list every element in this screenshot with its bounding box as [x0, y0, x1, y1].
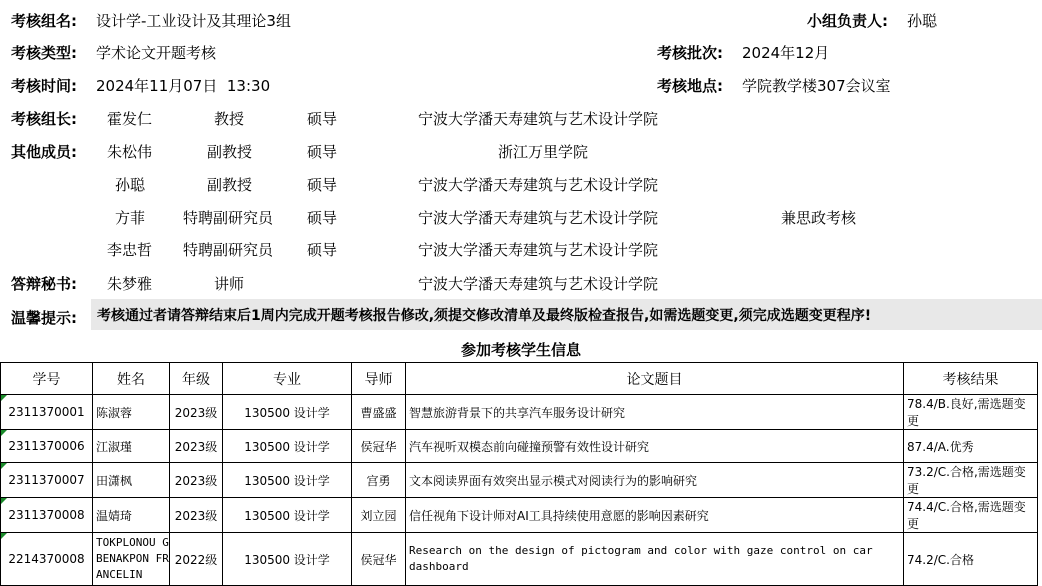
- cell-advisor: 侯冠华: [352, 430, 406, 463]
- cell-result: 87.4/A.优秀: [904, 430, 1038, 463]
- cell-result: 78.4/B.良好,需选题变更: [904, 395, 1038, 430]
- table-header-row: [1, 363, 1038, 395]
- member-org: 宁波大学潘天寿建筑与艺术设计学院: [418, 110, 659, 128]
- cell-major: 130500 设计学: [223, 430, 352, 463]
- member-title: 特聘副研究员: [183, 209, 274, 227]
- secretary-label: 答辩秘书:: [11, 275, 77, 293]
- time-value: 2024年11月07日 13:30: [96, 77, 271, 95]
- notice-text: 考核通过者请答辩结束后1周内完成开题考核报告修改,须提交修改清单及最终版检查报告,如需选题变更,须完成选题变更程序!: [97, 308, 872, 324]
- col-header-grade: 年级: [170, 363, 223, 395]
- group-name-label: 考核组名:: [11, 12, 77, 30]
- member-org: 宁波大学潘天寿建筑与艺术设计学院: [418, 275, 659, 293]
- table-row: [1, 395, 1038, 430]
- member-title: 副教授: [207, 176, 253, 194]
- comment-marker-icon: [1, 395, 7, 401]
- member-role: 硕导: [307, 143, 338, 161]
- cell-grade: 2023级: [170, 430, 223, 463]
- cell-advisor: 侯冠华: [352, 533, 406, 586]
- member-name: 孙聪: [115, 176, 146, 194]
- table-row: [1, 430, 1038, 463]
- cell-grade: 2022级: [170, 533, 223, 586]
- table-row: [1, 533, 1038, 586]
- cell-name: TOKPLONOU GBENAKPON FRANCELIN: [93, 533, 170, 586]
- member-title: 副教授: [207, 143, 253, 161]
- member-title: 特聘副研究员: [183, 241, 274, 259]
- member-name: 朱梦雅: [107, 275, 153, 293]
- member-name: 朱松伟: [107, 143, 153, 161]
- comment-marker-icon: [1, 533, 7, 539]
- cell-grade: 2023级: [170, 498, 223, 533]
- type-value: 学术论文开题考核: [96, 44, 217, 62]
- cell-advisor: 刘立园: [352, 498, 406, 533]
- col-header-result: 考核结果: [904, 363, 1038, 395]
- comment-marker-icon: [1, 498, 7, 504]
- cell-id: 2311370007: [1, 463, 93, 498]
- member-org: 宁波大学潘天寿建筑与艺术设计学院: [418, 209, 659, 227]
- col-header-major: 专业: [223, 363, 352, 395]
- cell-id: 2311370006: [1, 430, 93, 463]
- cell-advisor: 宫勇: [352, 463, 406, 498]
- notice-box: [91, 299, 1042, 330]
- place-label: 考核地点:: [657, 77, 723, 95]
- col-header-name: 姓名: [93, 363, 170, 395]
- table-row: [1, 463, 1038, 498]
- member-org: 浙江万里学院: [498, 143, 589, 161]
- member-title: 讲师: [214, 275, 245, 293]
- cell-result: 73.2/C.合格,需选题变更: [904, 463, 1038, 498]
- cell-id: 2311370001: [1, 395, 93, 430]
- cell-id: 2214370008: [1, 533, 93, 586]
- group-name-value: 设计学-工业设计及其理论3组: [96, 12, 291, 30]
- member-name: 李忠哲: [107, 241, 153, 259]
- member-title: 教授: [214, 110, 245, 128]
- cell-topic: 文本阅读界面有效突出显示模式对阅读行为的影响研究: [406, 463, 904, 498]
- head-label: 考核组长:: [11, 110, 77, 128]
- cell-name: 陈淑蓉: [93, 395, 170, 430]
- col-header-topic: 论文题目: [406, 363, 904, 395]
- member-role: 硕导: [307, 176, 338, 194]
- cell-name: 田潇枫: [93, 463, 170, 498]
- comment-marker-icon: [1, 463, 7, 469]
- cell-topic: Research on the design of pictogram and color with gaze control on car dashboard: [406, 533, 904, 586]
- cell-name: 江淑瑾: [93, 430, 170, 463]
- member-role: 硕导: [307, 209, 338, 227]
- leader-label: 小组负责人:: [807, 12, 888, 30]
- cell-topic: 信任视角下设计师对AI工具持续使用意愿的影响因素研究: [406, 498, 904, 533]
- batch-value: 2024年12月: [742, 44, 830, 62]
- notice-label: 温馨提示:: [11, 309, 77, 327]
- cell-id: 2311370008: [1, 498, 93, 533]
- table-row: [1, 498, 1038, 533]
- cell-major: 130500 设计学: [223, 463, 352, 498]
- time-label: 考核时间:: [11, 77, 77, 95]
- student-table-title: 参加考核学生信息: [460, 341, 581, 359]
- member-org: 宁波大学潘天寿建筑与艺术设计学院: [418, 176, 659, 194]
- member-name: 方菲: [115, 209, 146, 227]
- member-role: 硕导: [307, 241, 338, 259]
- batch-label: 考核批次:: [657, 44, 723, 62]
- cell-result: 74.2/C.合格: [904, 533, 1038, 586]
- cell-advisor: 曹盛盛: [352, 395, 406, 430]
- cell-grade: 2023级: [170, 395, 223, 430]
- col-header-id: 学号: [1, 363, 93, 395]
- leader-value: 孙聪: [907, 12, 938, 30]
- col-header-advisor: 导师: [352, 363, 406, 395]
- place-value: 学院教学楼307会议室: [742, 77, 891, 95]
- member-org: 宁波大学潘天寿建筑与艺术设计学院: [418, 241, 659, 259]
- cell-major: 130500 设计学: [223, 498, 352, 533]
- cell-topic: 汽车视听双模态前向碰撞预警有效性设计研究: [406, 430, 904, 463]
- other-members-label: 其他成员:: [11, 143, 77, 161]
- cell-grade: 2023级: [170, 463, 223, 498]
- cell-major: 130500 设计学: [223, 533, 352, 586]
- cell-result: 74.4/C.合格,需选题变更: [904, 498, 1038, 533]
- member-note: 兼思政考核: [781, 209, 857, 227]
- cell-major: 130500 设计学: [223, 395, 352, 430]
- student-table: [0, 362, 1038, 586]
- cell-topic: 智慧旅游背景下的共享汽车服务设计研究: [406, 395, 904, 430]
- comment-marker-icon: [1, 430, 7, 436]
- type-label: 考核类型:: [11, 44, 77, 62]
- member-name: 霍发仁: [107, 110, 153, 128]
- member-role: 硕导: [307, 110, 338, 128]
- cell-name: 温婧琦: [93, 498, 170, 533]
